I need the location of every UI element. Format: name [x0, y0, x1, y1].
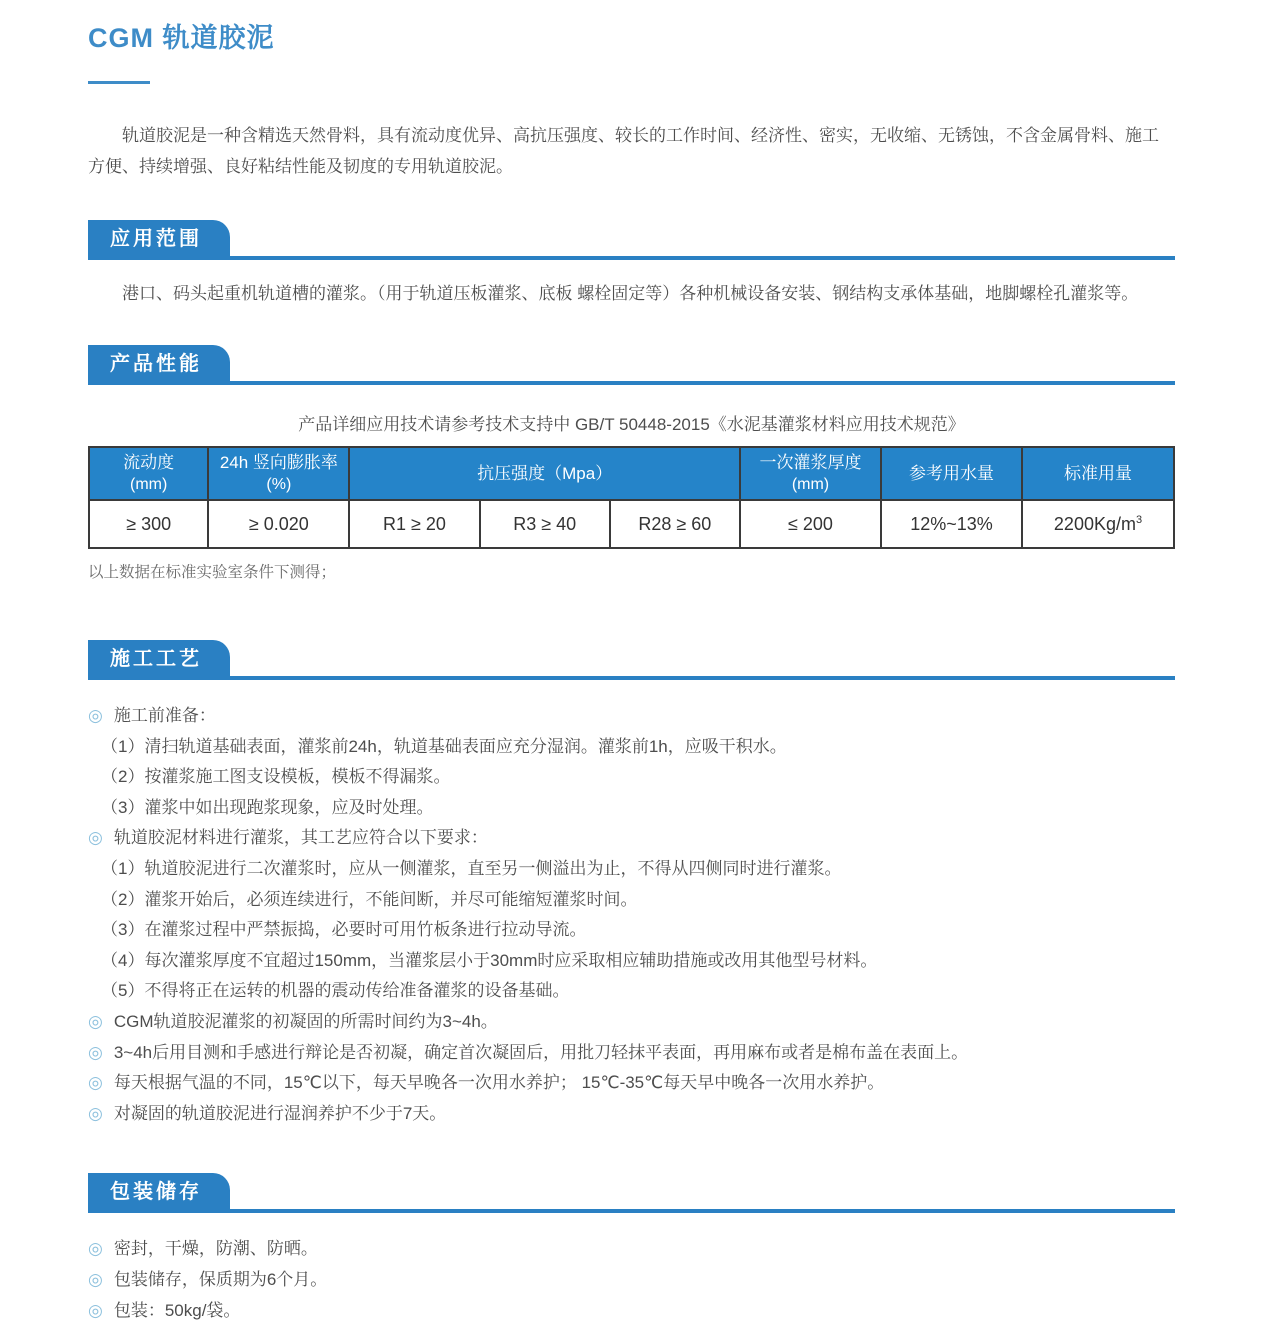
process-item	[88, 915, 1175, 946]
table-data-cell: ≤ 200	[740, 500, 881, 548]
table-header-cell: 标准用量	[1022, 447, 1174, 500]
table-data-row	[89, 500, 1174, 548]
process-item	[88, 701, 1175, 732]
table-header-cell: 24h 竖向膨胀率 (%)	[208, 447, 349, 500]
process-item-text: （3）在灌浆过程中严禁振捣，必要时可用竹板条进行拉动导流。	[101, 920, 587, 940]
process-item-text: （2）灌浆开始后，必须连续进行，不能间断，并尽可能缩短灌浆时间。	[101, 889, 638, 909]
packaging-item-text: 包装：50kg/袋。	[113, 1300, 241, 1320]
process-item	[88, 1007, 1175, 1038]
table-data-cell: R1 ≥ 20	[349, 500, 479, 548]
table-header-row	[89, 447, 1174, 500]
process-item	[88, 1068, 1175, 1099]
process-item	[88, 732, 1175, 763]
process-item-text: （1）轨道胶泥进行二次灌浆时，应从一侧灌浆，直至另一侧溢出为止，不得从四侧同时进行灌浆。	[101, 858, 842, 878]
table-data-cell: $2200Kg/m^3$	[1022, 500, 1174, 548]
section-header-packaging	[88, 1173, 1175, 1213]
table-note: 以上数据在标准实验室条件下测得；	[88, 564, 337, 581]
section-tab-process: 施工工艺	[88, 640, 230, 676]
process-item	[88, 976, 1175, 1007]
table-data-cell: ≥ 0.020	[208, 500, 349, 548]
section-header-performance	[88, 345, 1175, 385]
table-header-cell: 一次灌浆厚度 (mm)	[740, 447, 881, 500]
process-item-text: 3~4h后用目测和手感进行辩论是否初凝，确定首次凝固后，用批刀轻抹平表面，再用麻布或者是棉布盖在表面上。	[113, 1042, 969, 1062]
bullet-icon: ◎	[88, 828, 103, 848]
application-body: 港口、码头起重机轨道槽的灌浆。（用于轨道压板灌浆、底板 螺栓固定等）各种机械设备安装、钢结构支承体基础，地脚螺栓孔灌浆等。	[122, 284, 1139, 303]
section-header-process	[88, 640, 1175, 680]
packaging-item-text: 包装储存，保质期为6个月。	[113, 1270, 328, 1290]
packaging-item-text: 密封，干燥，防潮、防晒。	[113, 1239, 318, 1259]
performance-reference: 产品详细应用技术请参考技术支持中 GB/T 50448-2015《水泥基灌浆材料应用技术规范》	[298, 415, 965, 434]
process-item-text: 对凝固的轨道胶泥进行湿润养护不少于7天。	[113, 1103, 447, 1123]
process-item-text: 施工前准备：	[113, 706, 216, 725]
bullet-icon: ◎	[88, 1042, 103, 1062]
process-item-text: 每天根据气温的不同，15℃以下，每天早晚各一次用水养护； 15℃-35℃每天早中晚各一次用水养护。	[113, 1073, 885, 1093]
table-data-cell: R28 ≥ 60	[610, 500, 740, 548]
section-tab-packaging: 包装储存	[88, 1173, 230, 1209]
process-item-text: （5）不得将正在运转的机器的震动传给准备灌浆的设备基础。	[101, 981, 570, 1001]
bullet-icon: ◎	[88, 706, 103, 725]
process-item	[88, 1099, 1175, 1130]
process-item	[88, 762, 1175, 793]
process-item	[88, 854, 1175, 885]
bullet-icon: ◎	[88, 1239, 103, 1259]
table-data-cell: 12%~13%	[881, 500, 1022, 548]
process-item	[88, 793, 1175, 824]
table-header-cell: 流动度 (mm)	[89, 447, 208, 500]
bullet-icon: ◎	[88, 1073, 103, 1093]
table-data-cell: R3 ≥ 40	[480, 500, 610, 548]
process-list	[88, 701, 1175, 1129]
process-item	[88, 1038, 1175, 1069]
performance-table	[88, 446, 1175, 549]
process-item	[88, 946, 1175, 977]
process-item-text: （1）清扫轨道基础表面，灌浆前24h，轨道基础表面应充分湿润。灌浆前1h，应吸干积水。	[101, 736, 787, 756]
bullet-icon: ◎	[88, 1011, 103, 1031]
title-underline	[88, 81, 150, 84]
process-item-text: （3）灌浆中如出现跑浆现象，应及时处理。	[101, 797, 434, 817]
packaging-item	[88, 1265, 1175, 1296]
packaging-item	[88, 1296, 1175, 1327]
table-header-cell: 参考用水量	[881, 447, 1022, 500]
intro-paragraph: 轨道胶泥是一种含精选天然骨料，具有流动度优异、高抗压强度、较长的工作时间、经济性、密实，无收缩、无锈蚀，不含金属骨料、施工方便、持续增强、良好粘结性能及韧度的专用轨道胶泥。	[88, 126, 1159, 176]
section-tab-application: 应用范围	[88, 220, 230, 256]
process-item	[88, 885, 1175, 916]
bullet-icon: ◎	[88, 1300, 103, 1320]
table-header-cell: 抗压强度（Mpa）	[349, 447, 740, 500]
packaging-item	[88, 1234, 1175, 1265]
page-title: CGM 轨道胶泥	[88, 23, 275, 53]
packaging-list	[88, 1234, 1175, 1326]
process-item-text: 轨道胶泥材料进行灌浆，其工艺应符合以下要求：	[113, 828, 488, 848]
process-item-text: CGM轨道胶泥灌浆的初凝固的所需时间约为3~4h。	[113, 1011, 498, 1031]
section-tab-performance: 产品性能	[88, 345, 230, 381]
table-data-cell: ≥ 300	[89, 500, 208, 548]
process-item-text: （2）按灌浆施工图支设模板，模板不得漏浆。	[101, 767, 451, 787]
process-item-text: （4）每次灌浆厚度不宜超过150mm，当灌浆层小于30mm时应采取相应辅助措施或改用其他型号材料。	[101, 950, 878, 970]
bullet-icon: ◎	[88, 1103, 103, 1123]
bullet-icon: ◎	[88, 1270, 103, 1290]
process-item	[88, 823, 1175, 854]
section-header-application	[88, 220, 1175, 260]
